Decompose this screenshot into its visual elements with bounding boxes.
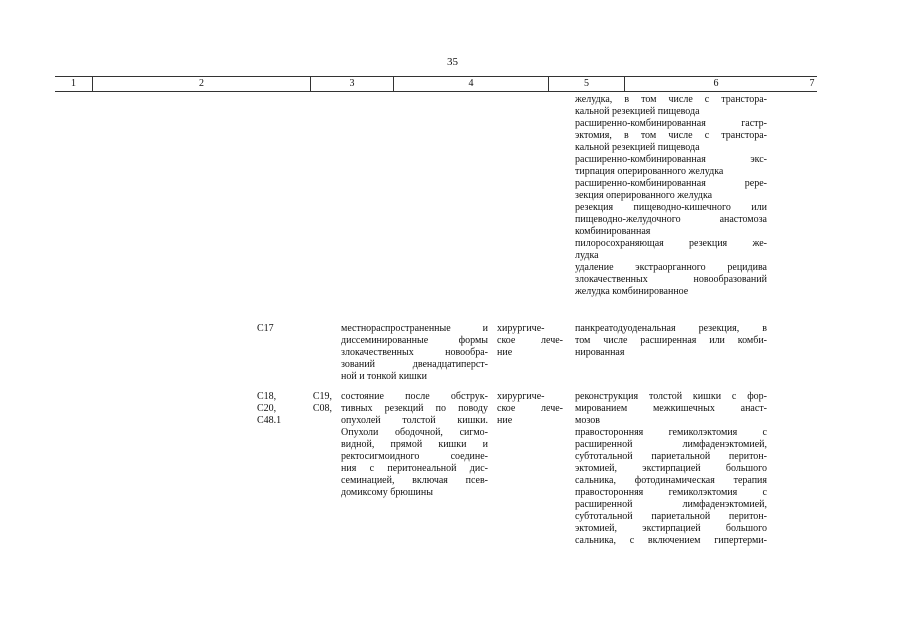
- text-line: расширенно-комбинированная рере-: [575, 178, 767, 189]
- row2-col3-icd-codes: [257, 391, 332, 427]
- row1-col4-condition: [341, 323, 488, 383]
- row1-col6-methods: [575, 323, 767, 359]
- text-line: C17: [257, 323, 274, 334]
- header-col-1: 1: [71, 78, 76, 89]
- text-line: субтотальной париетальной перитон-: [575, 511, 767, 522]
- header-col-6: 6: [624, 77, 807, 91]
- text-line: пилоросохраняющая резекция же-: [575, 238, 767, 249]
- text-line: ния с перитонеальной дис-: [341, 463, 488, 474]
- text-line: домиксому брюшины: [341, 487, 433, 498]
- text-line: местнораспространенные и: [341, 323, 488, 334]
- text-line: хирургиче-: [497, 323, 545, 334]
- text-line: желудка, в том числе с трансторa-: [575, 94, 767, 105]
- text-line: панкреатодуоденальная резекция, в: [575, 323, 767, 334]
- text-line: ское лече-: [497, 335, 563, 346]
- text-line: C48.1: [257, 415, 282, 426]
- text-line: правосторонняя гемиколэктомия с: [575, 427, 767, 438]
- text-line: желудка комбинированное: [575, 286, 689, 297]
- text-line: C18, C19,: [257, 391, 332, 402]
- text-line: эктомия, в том числе с трансторa-: [575, 130, 767, 141]
- row2-col6-methods: [575, 391, 767, 547]
- text-line: тивных резекций по поводу: [341, 403, 488, 414]
- row0-col6-methods: [575, 94, 767, 298]
- text-line: расширенно-комбинированная гастр-: [575, 118, 767, 129]
- text-line: сальника, фотодинамическая терапия: [575, 475, 767, 486]
- text-line: мированием межкишечных анаст-: [575, 403, 767, 414]
- text-line: мозов: [575, 415, 600, 426]
- text-line: злокачественных новообразований: [575, 274, 767, 285]
- text-line: ское лече-: [497, 403, 563, 414]
- text-line: кальной резекцией пищевода: [575, 142, 700, 153]
- text-line: том числе расширенная или комби-: [575, 335, 767, 346]
- text-line: опухолей толстой кишки.: [341, 415, 488, 426]
- text-line: видной, прямой кишки и: [341, 439, 488, 450]
- text-line: состояние после обструк-: [341, 391, 488, 402]
- text-line: ной и тонкой кишки: [341, 371, 427, 382]
- row2-col4-condition: [341, 391, 488, 499]
- text-line: пищеводно-желудочного анастомоза: [575, 214, 767, 225]
- text-line: реконструкция толстой кишки с фор-: [575, 391, 767, 402]
- text-line: тирпация оперированного желудка: [575, 166, 724, 177]
- header-col-3: 3: [310, 77, 393, 91]
- text-line: диссеминированные формы: [341, 335, 488, 346]
- text-line: расширенной лимфаденэктомией,: [575, 499, 767, 510]
- text-line: эктомией, экстирпацией большого: [575, 523, 767, 534]
- text-line: семинацией, включая псев-: [341, 475, 488, 486]
- text-line: эктомией, экстирпацией большого: [575, 463, 767, 474]
- header-col-7: 7: [809, 78, 815, 89]
- text-line: расширенно-комбинированная экс-: [575, 154, 767, 165]
- text-line: ректосигмоидного соедине-: [341, 451, 488, 462]
- row2-col5-treatment-type: [497, 391, 563, 427]
- text-line: ние: [497, 415, 513, 426]
- header-col-4: 4: [393, 77, 548, 91]
- text-line: лудка: [575, 250, 599, 261]
- row1-col3-icd-code: [257, 323, 333, 335]
- text-line: субтотальной париетальной перитон-: [575, 451, 767, 462]
- text-line: кальной резекцией пищевода: [575, 106, 700, 117]
- text-line: расширенной лимфаденэктомией,: [575, 439, 767, 450]
- text-line: правосторонняя гемиколэктомия с: [575, 487, 767, 498]
- row1-col5-treatment-type: [497, 323, 563, 359]
- text-line: зекция оперированного желудка: [575, 190, 713, 201]
- text-line: злокачественных новообра-: [341, 347, 488, 358]
- header-col-5: 5: [548, 77, 624, 91]
- text-line: нированная: [575, 347, 625, 358]
- text-line: резекция пищеводно-кишечного или: [575, 202, 767, 213]
- text-line: ние: [497, 347, 513, 358]
- header-col-2: 2: [92, 77, 310, 91]
- text-line: C20, C08,: [257, 403, 332, 414]
- text-line: сальника, с включением гипертерми-: [575, 535, 767, 546]
- text-line: удаление экстраорганного рецидива: [575, 262, 767, 273]
- text-line: Опухоли ободочной, сигмо-: [341, 427, 488, 438]
- table-header-row: [55, 76, 817, 92]
- text-line: комбинированная: [575, 226, 651, 237]
- text-line: хирургиче-: [497, 391, 545, 402]
- page-number: 35: [447, 56, 458, 68]
- text-line: зований двенадцатиперст-: [341, 359, 488, 370]
